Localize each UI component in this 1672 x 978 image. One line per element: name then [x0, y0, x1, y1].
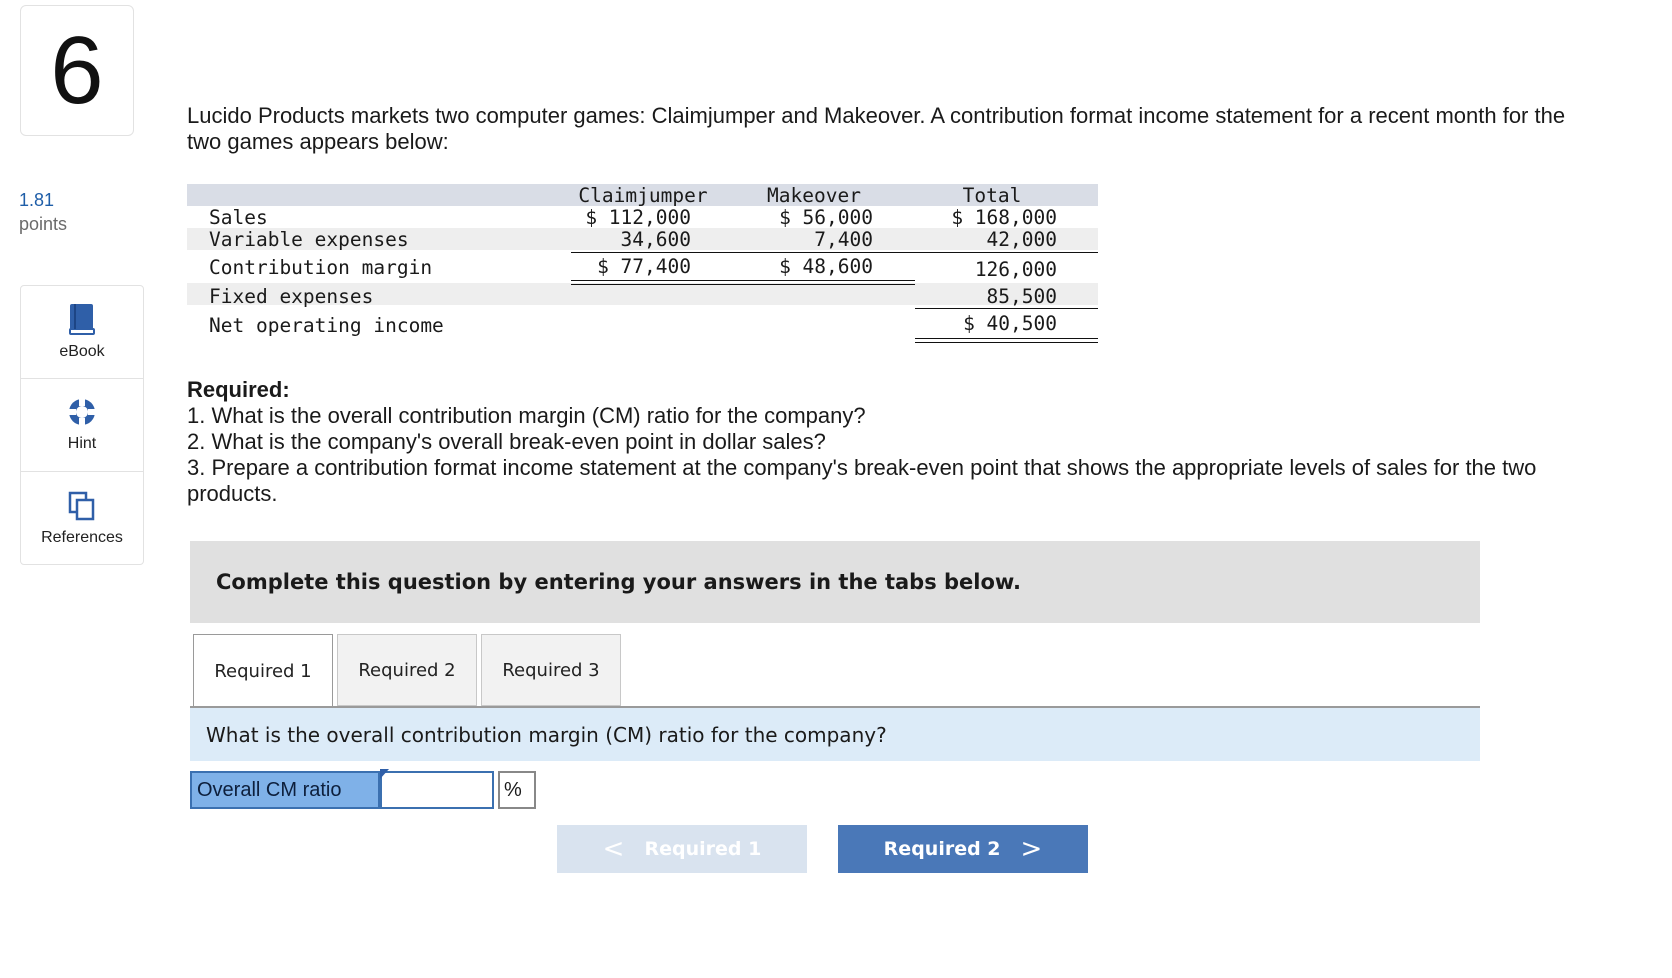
sales-makeover: $ 56,000 — [779, 206, 873, 229]
references-label: References — [41, 528, 123, 546]
ebook-button[interactable] — [21, 286, 143, 379]
required-section — [187, 377, 1587, 507]
row-label-noi: Net operating income — [209, 314, 444, 337]
next-button-label: Required 2 — [883, 838, 1001, 860]
subtotal-rule — [571, 252, 1098, 253]
lifebuoy-icon — [67, 397, 97, 427]
variable-total: 42,000 — [986, 228, 1057, 251]
hint-label: Hint — [67, 435, 97, 452]
subtotal-rule — [915, 308, 1098, 309]
double-rule-bottom — [915, 342, 1098, 343]
points-value: 1.81 — [19, 190, 55, 210]
variable-claimjumper: 34,600 — [620, 228, 691, 251]
cm-makeover: $ 48,600 — [779, 255, 873, 278]
row-label-cm: Contribution margin — [209, 256, 433, 279]
ebook-label: eBook — [59, 343, 105, 360]
income-statement-table — [187, 184, 1098, 354]
header-makeover: Makeover — [767, 184, 861, 207]
chevron-left-icon: < — [602, 834, 625, 864]
tab-question: What is the overall contribution margin (CM) ratio for the company? — [190, 708, 1480, 761]
answer-label: Overall CM ratio — [190, 771, 380, 809]
required-item: 2. What is the company's overall break-even point in dollar sales? — [187, 429, 826, 454]
noi-total: $ 40,500 — [963, 312, 1057, 335]
tab-required-2[interactable]: Required 2 — [337, 634, 477, 706]
prev-button[interactable] — [557, 825, 807, 873]
references-button[interactable] — [21, 472, 143, 565]
answer-row — [190, 771, 536, 809]
question-number: 6 — [20, 5, 134, 136]
prev-button-label: Required 1 — [644, 838, 762, 860]
required-item: 3. Prepare a contribution format income statement at the company's break-even point that shows the appropriate levels of sales for the two products. — [187, 455, 1537, 506]
copy-icon — [68, 491, 96, 521]
header-claimjumper: Claimjumper — [578, 184, 708, 207]
cm-claimjumper: $ 77,400 — [597, 255, 691, 278]
double-rule-top — [571, 280, 915, 281]
row-label-variable: Variable expenses — [209, 228, 409, 251]
double-rule-top — [915, 338, 1098, 339]
cm-total: 126,000 — [974, 258, 1057, 281]
cm-ratio-input[interactable] — [380, 771, 494, 809]
instruction-banner: Complete this question by entering your answers in the tabs below. — [190, 541, 1480, 623]
fixed-total: 85,500 — [986, 285, 1057, 308]
tools-panel — [20, 285, 144, 565]
tab-required-3[interactable]: Required 3 — [481, 634, 621, 706]
variable-makeover: 7,400 — [814, 228, 873, 251]
double-rule-bottom — [571, 284, 915, 285]
chevron-right-icon: > — [1020, 834, 1043, 864]
sales-total: $ 168,000 — [951, 206, 1057, 229]
problem-intro: Lucido Products markets two computer games: Claimjumper and Makeover. A contribution format income statement for a recent month for the two games appears below: — [187, 103, 1566, 154]
percent-unit: % — [498, 771, 536, 809]
row-label-sales: Sales — [209, 206, 268, 229]
next-button[interactable] — [838, 825, 1088, 873]
points-label: points — [19, 214, 68, 234]
header-total: Total — [962, 184, 1022, 207]
row-label-fixed: Fixed expenses — [209, 285, 374, 308]
hint-button[interactable] — [21, 379, 143, 472]
points-indicator — [19, 188, 67, 236]
required-heading: Required: — [187, 377, 290, 402]
sales-claimjumper: $ 112,000 — [585, 206, 691, 229]
required-item: 1. What is the overall contribution margin (CM) ratio for the company? — [187, 403, 866, 428]
tab-required-1[interactable]: Required 1 — [193, 634, 333, 708]
book-icon — [68, 303, 96, 335]
input-flag-icon — [380, 769, 389, 779]
tab-bar — [193, 634, 621, 706]
